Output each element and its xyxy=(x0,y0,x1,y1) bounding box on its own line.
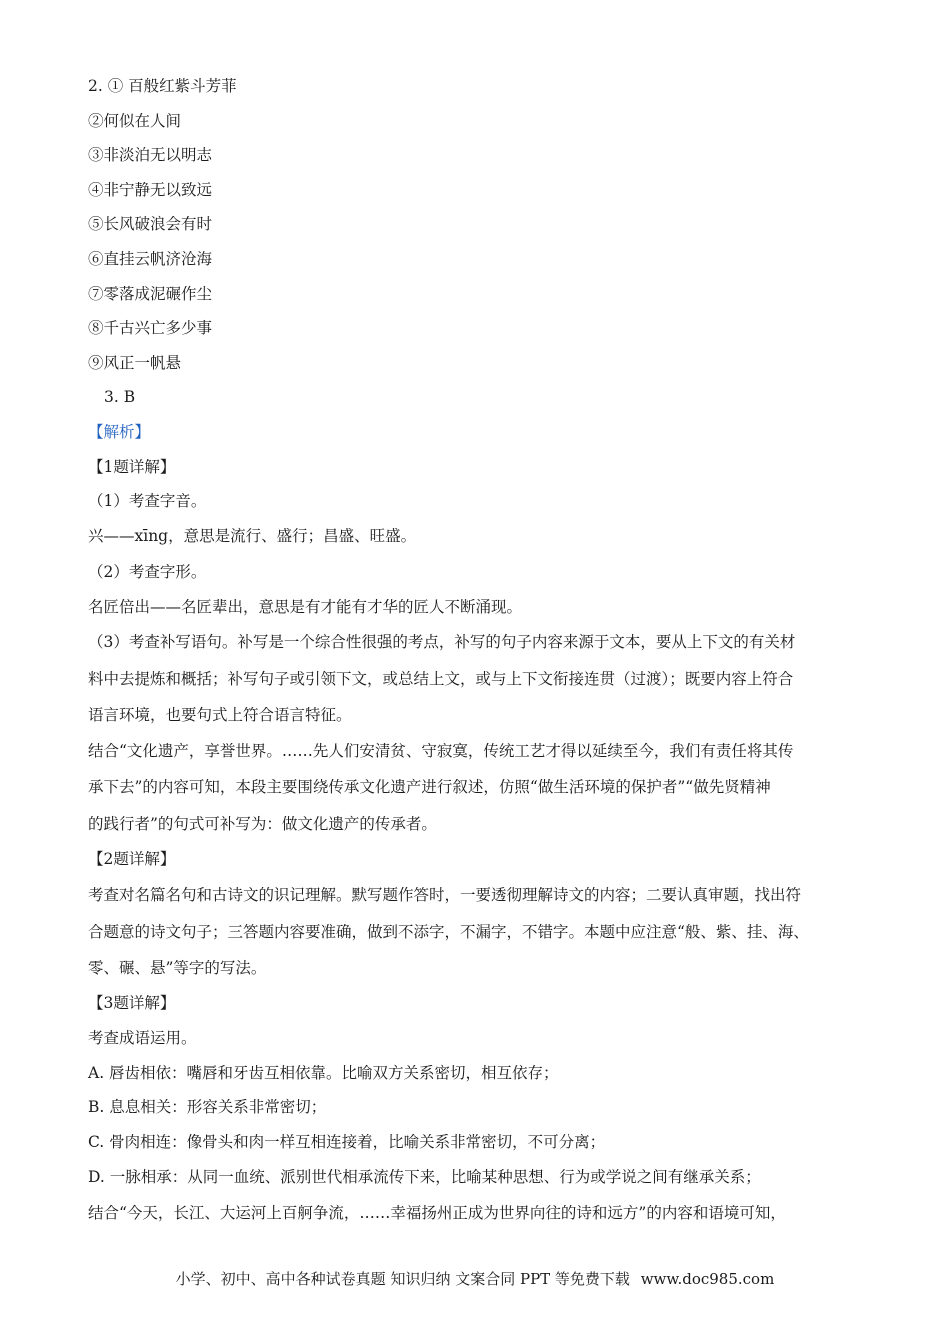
analysis-line: 的践行者”的句式可补写为：做文化遗产的传承者。 xyxy=(88,815,437,833)
analysis-line: （3）考查补写语句。补写是一个综合性很强的考点，补写的句子内容来源于文本，要从上下文的有关材 xyxy=(88,633,796,651)
analysis-line: 合题意的诗文句子；三答题内容要准确，做到不添字，不漏字，不错字。本题中应注意“般、紫、挂、海、 xyxy=(88,923,809,941)
analysis-line: A. 唇齿相依：嘴唇和牙齿互相依靠。比喻双方关系密切，相互依存； xyxy=(88,1064,559,1082)
analysis-line: 结合“今天，长江、大运河上百舸争流，……幸福扬州正成为世界向往的诗和远方”的内容和语境可知， xyxy=(88,1204,786,1222)
answer-line: ③非淡泊无以明志 xyxy=(88,146,213,164)
analysis-line: 料中去提炼和概括；补写句子或引领下文，或总结上文，或与上下文衔接连贯（过渡）；既要内容上符合 xyxy=(88,670,794,688)
answer-line: 2. ① 百般红紫斗芳菲 xyxy=(88,77,237,95)
analysis-line: 承下去”的内容可知，本段主要围绕传承文化遗产进行叙述，仿照“做生活环境的保护者”“做先贤精神 xyxy=(88,778,771,796)
answer-q3: 3. B xyxy=(104,388,136,406)
analysis-line: B. 息息相关：形容关系非常密切； xyxy=(88,1098,327,1116)
answer-line: ⑤长风破浪会有时 xyxy=(88,215,213,233)
section-header-q3: 【3题详解】 xyxy=(88,994,176,1012)
analysis-line: D. 一脉相承：从同一血统、派别世代相承流传下来，比喻某种思想、行为或学说之间有继承关系； xyxy=(88,1168,761,1186)
answer-line: ②何似在人间 xyxy=(88,112,182,130)
answer-line: ⑧千古兴亡多少事 xyxy=(88,319,213,337)
analysis-line: 名匠倍出——名匠辈出，意思是有才能有才华的匠人不断涌现。 xyxy=(88,598,523,616)
section-header-q1: 【1题详解】 xyxy=(88,458,176,476)
answer-line: ④非宁静无以致远 xyxy=(88,181,213,199)
page-footer xyxy=(0,1268,950,1289)
analysis-line: （1）考查字音。 xyxy=(88,492,207,510)
answer-line: ⑨风正一帆悬 xyxy=(88,354,182,372)
footer-text: 小学、初中、高中各种试卷真题 知识归纳 文案合同 PPT 等免费下载 xyxy=(175,1270,630,1288)
analysis-line: 兴——xīng，意思是流行、盛行；昌盛、旺盛。 xyxy=(88,527,417,545)
analysis-line: C. 骨肉相连：像骨头和肉一样互相连接着，比喻关系非常密切，不可分离； xyxy=(88,1133,606,1151)
analysis-line: 考查成语运用。 xyxy=(88,1029,197,1047)
footer-url-link[interactable]: www.doc985.com xyxy=(640,1270,775,1288)
answer-line: ⑥直挂云帆济沧海 xyxy=(88,250,213,268)
section-header-q2: 【2题详解】 xyxy=(88,850,176,868)
analysis-line: 结合“文化遗产，享誉世界。……先人们安清贫、守寂寞，传统工艺才得以延续至今，我们有责任将其传 xyxy=(88,742,794,760)
analysis-label: 【解析】 xyxy=(88,423,151,441)
analysis-line: （2）考查字形。 xyxy=(88,563,207,581)
analysis-line: 零、碾、悬”等字的写法。 xyxy=(88,959,267,977)
answer-line: ⑦零落成泥碾作尘 xyxy=(88,285,213,303)
analysis-line: 考查对名篇名句和古诗文的识记理解。默写题作答时，一要透彻理解诗文的内容；二要认真审题，找出符 xyxy=(88,886,802,904)
analysis-line: 语言环境，也要句式上符合语言特征。 xyxy=(88,706,352,724)
